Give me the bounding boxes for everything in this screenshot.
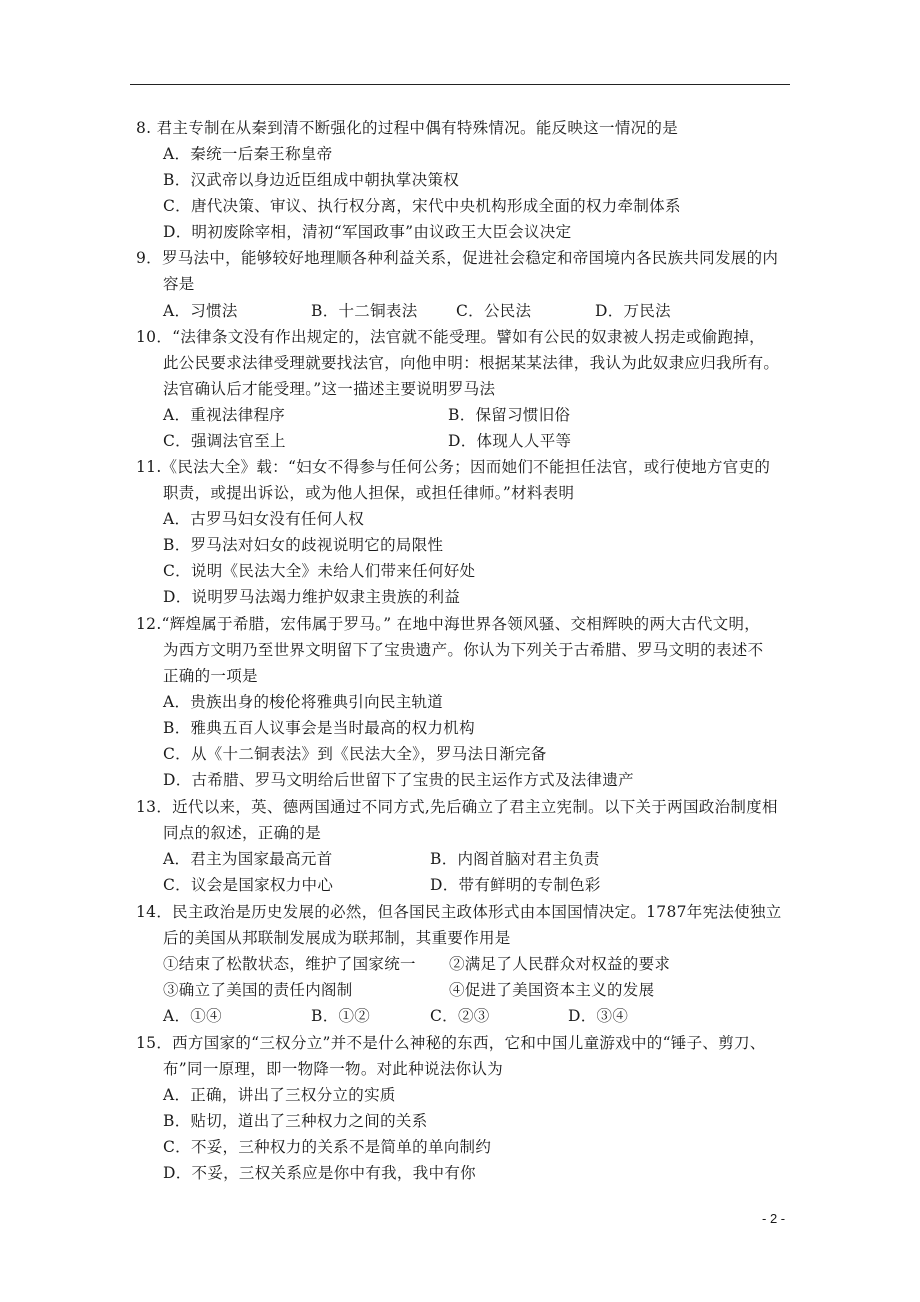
header-rule [130, 84, 790, 85]
question-13-option-c: C．议会是国家权力中心 [163, 876, 334, 894]
question-9-option-d: D．万民法 [595, 302, 671, 320]
question-9-option-a: A．习惯法 [163, 302, 238, 320]
question-11-stem-line1: 11.《民法大全》载：“妇女不得参与任何公务；因而她们不能担任法官，或行使地方官吏的 [136, 458, 771, 476]
question-14-item-1: ①结束了松散状态，维护了国家统一 [163, 955, 416, 973]
question-13-option-a: A．君主为国家最高元首 [163, 850, 333, 868]
question-15-option-c: C．不妥，三种权力的关系不是简单的单向制约 [163, 1138, 492, 1156]
question-8-option-c: C．唐代决策、审议、执行权分离，宋代中央机构形成全面的权力牵制体系 [163, 197, 681, 215]
question-10-stem-line1: 10．“法律条文没有作出规定的，法官就不能受理。譬如有公民的奴隶被人拐走或偷跑掉， [136, 328, 765, 346]
page-number: - 2 - [762, 1211, 786, 1226]
question-11-option-d: D．说明罗马法竭力维护奴隶主贵族的利益 [163, 588, 461, 606]
question-11-option-b: B．罗马法对妇女的歧视说明它的局限性 [163, 536, 444, 554]
question-14-item-3: ③确立了美国的责任内阁制 [163, 981, 353, 999]
question-12-option-d: D．古希腊、罗马文明给后世留下了宝贵的民主运作方式及法律遗产 [163, 771, 634, 789]
question-14-option-a: A．①④ [163, 1007, 222, 1025]
question-11-stem-line2: 职责，或提出诉讼，或为他人担保，或担任律师。”材料表明 [163, 484, 575, 502]
question-8-stem: 8. 君主专制在从秦到清不断强化的过程中偶有特殊情况。能反映这一情况的是 [136, 119, 679, 137]
question-8-option-a: A．秦统一后秦王称皇帝 [163, 145, 333, 163]
question-14-option-d: D．③④ [568, 1007, 629, 1025]
question-14-option-c: C．②③ [430, 1007, 490, 1025]
question-12-stem-line2: 为西方文明乃至世界文明留下了宝贵遗产。你认为下列关于古希腊、罗马文明的表述不 [163, 641, 764, 659]
question-13-option-b: B．内阁首脑对君主负责 [430, 850, 600, 868]
question-12-option-b: B．雅典五百人议事会是当时最高的权力机构 [163, 719, 475, 737]
question-13-stem-line1: 13．近代以来，英、德两国通过不同方式,先后确立了君主立宪制。以下关于两国政治制度相 [136, 798, 778, 816]
question-10-option-d: D．体现人人平等 [448, 432, 572, 450]
question-14-option-b: B．①② [311, 1007, 371, 1025]
question-10-stem-line3: 法官确认后才能受理。”这一描述主要说明罗马法 [163, 380, 496, 398]
question-12-stem-line3: 正确的一项是 [163, 667, 258, 685]
question-10-stem-line2: 此公民要求法律受理就要找法官，向他申明：根据某某法律，我认为此奴隶应归我所有。 [163, 354, 780, 372]
question-15-stem-line1: 15．西方国家的“三权分立”并不是什么神秘的东西，它和中国儿童游戏中的“锤子、剪刀、 [136, 1034, 766, 1052]
question-10-option-c: C．强调法官至上 [163, 432, 286, 450]
question-14-stem-line1: 14．民主政治是历史发展的必然，但各国民主政体形式由本国国情决定。1787年宪法使独立 [136, 903, 782, 921]
question-10-option-a: A．重视法律程序 [163, 406, 286, 424]
question-10-option-b: B．保留习惯旧俗 [448, 406, 571, 424]
question-14-stem-line2: 后的美国从邦联制发展成为联邦制，其重要作用是 [163, 929, 511, 947]
question-15-stem-line2: 布”同一原理，即一物降一物。对此种说法你认为 [163, 1060, 504, 1078]
question-9-stem-line1: 9．罗马法中，能够较好地理顺各种利益关系，促进社会稳定和帝国境内各民族共同发展的内 [136, 249, 779, 267]
question-8-option-d: D．明初废除宰相，清初“军国政事”由议政王大臣会议决定 [163, 223, 572, 241]
question-14-item-2: ②满足了人民群众对权益的要求 [449, 955, 671, 973]
question-13-option-d: D．带有鲜明的专制色彩 [430, 876, 601, 894]
question-9-option-b: B．十二铜表法 [311, 302, 418, 320]
question-11-option-a: A．古罗马妇女没有任何人权 [163, 510, 365, 528]
question-15-option-b: B．贴切，道出了三种权力之间的关系 [163, 1112, 428, 1130]
question-9-stem-line2: 容是 [163, 275, 195, 293]
question-15-option-d: D．不妥，三权关系应是你中有我，我中有你 [163, 1164, 476, 1182]
question-12-stem-line1: 12.“辉煌属于希腊，宏伟属于罗马。” 在地中海世界各领风骚、交相辉映的两大古代文明， [136, 615, 761, 633]
question-11-option-c: C．说明《民法大全》未给人们带来任何好处 [163, 562, 476, 580]
question-12-option-a: A．贵族出身的梭伦将雅典引向民主轨道 [163, 693, 444, 711]
question-9-option-c: C．公民法 [456, 302, 532, 320]
question-8-option-b: B．汉武帝以身边近臣组成中朝执掌决策权 [163, 171, 460, 189]
question-14-item-4: ④促进了美国资本主义的发展 [449, 981, 655, 999]
question-12-option-c: C．从《十二铜表法》到《民法大全》，罗马法日渐完备 [163, 745, 547, 763]
question-13-stem-line2: 同点的叙述，正确的是 [163, 824, 322, 842]
question-15-option-a: A．正确，讲出了三权分立的实质 [163, 1086, 396, 1104]
